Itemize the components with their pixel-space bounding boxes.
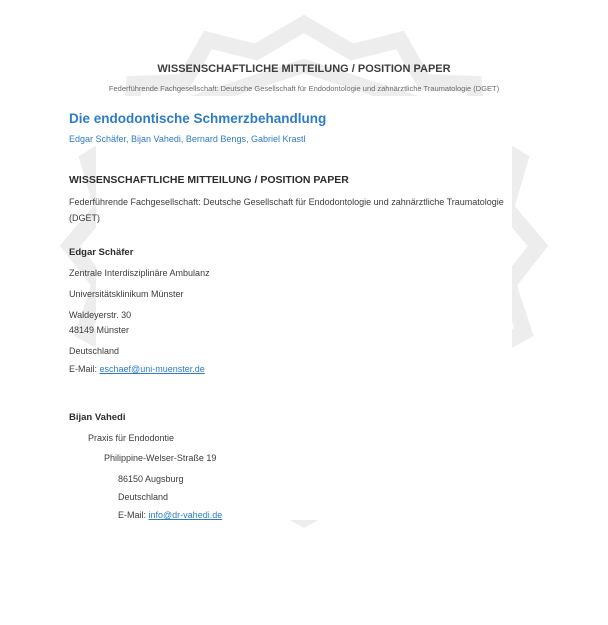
contact-2-line-4: Deutschland (118, 492, 169, 502)
contact-2-email-label: E-Mail: (118, 510, 147, 520)
contact-2-line-3: 86150 Augsburg (118, 474, 184, 484)
contact-2-line-1: Praxis für Endodontie (88, 433, 175, 443)
section-heading: WISSENSCHAFTLICHE MITTEILUNG / POSITION PAPER (69, 174, 349, 186)
contact-1-line-1: Zentrale Interdisziplinäre Ambulanz (69, 268, 210, 278)
article-title: Die endodontische Schmerzbehandlung (69, 111, 327, 126)
contact-1-line-4: 48149 Münster (69, 325, 130, 335)
contact-1-line-2: Universitätsklinikum Münster (69, 289, 184, 299)
contact-1-line-3: Waldeyerstr. 30 (69, 310, 132, 320)
contact-1-name: Edgar Schäfer (69, 247, 134, 258)
contact-1-email-link[interactable]: eschaef@uni-muenster.de (99, 364, 205, 374)
running-header-subtitle: Federführende Fachgesellschaft: Deutsche Gesellschaft für Endodontologie und zahnärztliche Traumatologie (DGET) (108, 84, 500, 93)
contact-2-name: Bijan Vahedi (69, 412, 126, 423)
article-authors: Edgar Schäfer, Bijan Vahedi, Bernard Bengs, Gabriel Krastl (69, 134, 306, 144)
page-panel (96, 96, 512, 520)
contact-2-line-2: Philippine-Welser-Straße 19 (104, 453, 217, 463)
running-header-title: WISSENSCHAFTLICHE MITTEILUNG / POSITION PAPER (157, 63, 451, 75)
affiliation-line-1: Federführende Fachgesellschaft: Deutsche Gesellschaft für Endodontologie und zahnärztliche Traumatologie (69, 197, 504, 207)
affiliation-line-2: (DGET) (69, 213, 100, 223)
contact-1-line-5: Deutschland (69, 346, 120, 356)
contact-2-email-link[interactable]: info@dr-vahedi.de (148, 510, 223, 520)
contact-1-email-label: E-Mail: (69, 364, 98, 374)
